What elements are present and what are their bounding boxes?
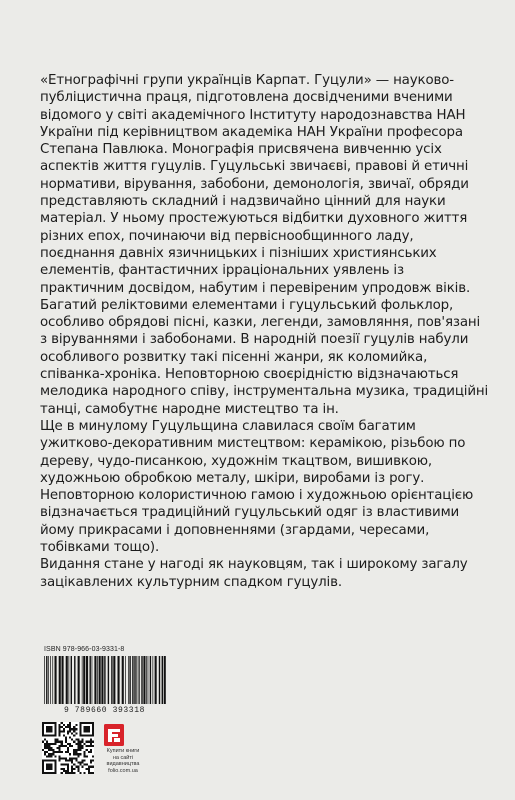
qr-module (59, 724, 61, 726)
qr-module (86, 749, 88, 751)
qr-module (92, 755, 94, 757)
qr-finder-inner (46, 726, 52, 732)
qr-module (65, 726, 67, 728)
qr-module (67, 732, 69, 734)
qr-module (71, 728, 73, 730)
barcode-bar (78, 656, 80, 704)
qr-module (71, 762, 73, 764)
barcode-bar (108, 656, 109, 704)
qr-module (65, 757, 67, 759)
qr-module (61, 745, 63, 747)
barcode-bar (141, 656, 142, 704)
qr-module (84, 764, 86, 766)
barcode-bar (111, 656, 112, 704)
qr-module (59, 751, 61, 753)
qr-module (73, 734, 75, 736)
store-caption (100, 748, 146, 774)
isbn-barcode (42, 656, 167, 704)
qr-module (73, 764, 75, 766)
qr-module (65, 737, 67, 739)
qr-module (67, 759, 69, 761)
barcode-bar (128, 656, 129, 704)
barcode-bar (139, 656, 140, 704)
qr-module (79, 772, 81, 774)
barcode-bar (138, 656, 139, 704)
qr-module (44, 753, 46, 755)
qr-module (65, 772, 67, 774)
qr-finder-inner (84, 726, 90, 732)
qr-module (63, 768, 65, 770)
qr-module (82, 747, 84, 749)
store-caption-line-3: видавництва (106, 761, 140, 768)
qr-module (63, 728, 65, 730)
qr-module (54, 755, 56, 757)
qr-module (67, 730, 69, 732)
qr-module (71, 739, 73, 741)
barcode-bar (86, 656, 88, 704)
qr-module (50, 743, 52, 745)
qr-module (75, 753, 77, 755)
barcode-bar (164, 656, 166, 704)
qr-module (69, 743, 71, 745)
barcode-bar (159, 656, 160, 704)
qr-module (73, 726, 75, 728)
qr-finder-inner (46, 764, 52, 770)
qr-module (52, 743, 54, 745)
qr-module (65, 764, 67, 766)
barcode-bar (44, 656, 45, 704)
qr-module (54, 751, 56, 753)
barcode-bar (66, 656, 68, 704)
qr-module (67, 768, 69, 770)
qr-module (59, 741, 61, 743)
qr-module (77, 762, 79, 764)
qr-module (69, 726, 71, 728)
qr-module (61, 757, 63, 759)
qr-module (67, 772, 69, 774)
qr-module (59, 757, 61, 759)
qr-module (54, 739, 56, 741)
barcode-bar (74, 656, 75, 704)
qr-module (82, 762, 84, 764)
qr-module (67, 724, 69, 726)
qr-module (75, 757, 77, 759)
qr-module (77, 755, 79, 757)
qr-module (63, 730, 65, 732)
qr-module (50, 753, 52, 755)
blurb-paragraph-1: «Етнографічні групи українців Карпат. Гуцули» — науково-публіцистична праця, підготовлена досвідченими вченими відомого у світі академічного Інституту народознавства НАН України під керівництвом академіка НАН України професора Степана Павлюка. Монографія присвячена вивченню усіх аспектів життя гуцулів. Гуцульські звичаєві, правові й етичні нормативи, вірування, забобони, демонологія, звичаї, обряди представляють складний і надзвичайно цінний для науки матеріал. У ньому простежуються відбитки духовного життя різних епох, починаючи від первіснообщинного ладу, поєднання давніх язичницьких і пізніших християнських елементів, фантастичних ірраціональних уявлень із практичним досвідом, набутим і перевіреним упродовж віків. (40, 73, 471, 296)
qr-module (48, 745, 50, 747)
qr-module (77, 770, 79, 772)
qr-module (48, 753, 50, 755)
qr-module (73, 751, 75, 753)
qr-module (86, 755, 88, 757)
qr-module (69, 757, 71, 759)
qr-module (59, 759, 61, 761)
barcode-bar (71, 656, 72, 704)
qr-module (71, 759, 73, 761)
qr-module (90, 749, 92, 751)
qr-module (73, 749, 75, 751)
qr-module (63, 734, 65, 736)
qr-module (84, 743, 86, 745)
qr-module (71, 766, 73, 768)
qr-module (69, 759, 71, 761)
qr-module (65, 745, 67, 747)
barcode-bar (90, 656, 91, 704)
barcode-bar (143, 656, 145, 704)
barcode-bar (50, 656, 51, 704)
qr-module (44, 743, 46, 745)
qr-module (73, 772, 75, 774)
barcode-bar (92, 656, 93, 704)
blurb-paragraph-3: Ще в минулому Гуцульщина славилася своїм багатим ужитково-декоративним мистецтвом: керамікою, різьбою по дереву, чудо-писанкою, художнім ткацтвом, вишивкою, художньою обробкою металу, шкіри, виробами із рогу. Неповторною колористичною гамою і художньою орієнтацією відзначається традиційний гуцульський одяг із властивими йому прикрасами і доповненнями (згардами, чересами, тобівками тощо). (40, 418, 474, 556)
qr-module (59, 749, 61, 751)
qr-module (88, 770, 90, 772)
barcode-bar (146, 656, 147, 704)
qr-module (67, 770, 69, 772)
barcode-bar (55, 656, 57, 704)
qr-module (48, 755, 50, 757)
qr-module (44, 739, 46, 741)
qr-module (65, 770, 67, 772)
qr-module (69, 728, 71, 730)
barcode-bar (82, 656, 83, 704)
qr-module (88, 745, 90, 747)
qr-module (86, 745, 88, 747)
barcode-bar (83, 656, 85, 704)
qr-module (65, 741, 67, 743)
barcode-bar (129, 656, 130, 704)
qr-module (67, 751, 69, 753)
qr-module (79, 741, 81, 743)
qr-module (90, 759, 92, 761)
barcode-bar (132, 656, 133, 704)
barcode-bar (122, 656, 124, 704)
qr-module (73, 730, 75, 732)
qr-module (44, 747, 46, 749)
qr-module (59, 730, 61, 732)
qr-module (57, 739, 59, 741)
qr-module (75, 751, 77, 753)
qr-module (75, 732, 77, 734)
qr-module (82, 745, 84, 747)
barcode-bar (46, 656, 47, 704)
qr-module (57, 751, 59, 753)
qr-module (61, 730, 63, 732)
qr-module (79, 747, 81, 749)
folio-logo-icon (104, 724, 124, 746)
qr-code-icon[interactable] (42, 722, 94, 774)
barcode-bar (155, 656, 157, 704)
barcode-bar (99, 656, 101, 704)
store-url[interactable]: folio.com.ua (108, 767, 138, 774)
barcode-bar (118, 656, 120, 704)
qr-module (79, 745, 81, 747)
qr-module (69, 730, 71, 732)
qr-module (59, 728, 61, 730)
qr-module (57, 741, 59, 743)
qr-module (92, 766, 94, 768)
barcode-bar (150, 656, 151, 704)
barcode-bar (136, 656, 137, 704)
qr-module (63, 757, 65, 759)
back-cover-blurb (40, 72, 490, 591)
qr-module (79, 764, 81, 766)
blurb-paragraph-4: Видання стане у нагоді як науковцям, так і широкому загалу зацікавлених культурним спадком гуцулів. (40, 557, 468, 590)
qr-module (67, 764, 69, 766)
qr-module (82, 766, 84, 768)
qr-module (77, 768, 79, 770)
qr-module (61, 772, 63, 774)
qr-module (46, 751, 48, 753)
qr-module (48, 749, 50, 751)
qr-module (52, 751, 54, 753)
qr-module (65, 751, 67, 753)
qr-module (88, 766, 90, 768)
qr-module (44, 751, 46, 753)
qr-module (75, 766, 77, 768)
qr-module (69, 753, 71, 755)
qr-module (61, 764, 63, 766)
qr-module (46, 755, 48, 757)
isbn-label: ISBN 978-966-03-9331-8 (44, 646, 125, 653)
qr-module (88, 768, 90, 770)
qr-module (75, 749, 77, 751)
qr-module (75, 724, 77, 726)
qr-module (54, 743, 56, 745)
barcode-bar (162, 656, 163, 704)
barcode-bar (134, 656, 135, 704)
blurb-paragraph-2: Багатий реліктовими елементами і гуцульський фольклор, особливо обрядові пісні, казки, легенди, замовляння, пов'язані з віруваннями і забобонами. В народній поезії гуцулів набули особливого розвитку такі пісенні жанри, як коломийка, співанка-хроніка. Неповторною своєрідністю відзначаються мелодика народного співу, інструментальна музика, традиційні танці, самобутнє народне мистецтво та ін. (40, 297, 489, 417)
barcode-bar (101, 656, 103, 704)
qr-module (75, 739, 77, 741)
barcode-bar (59, 656, 61, 704)
qr-module (77, 739, 79, 741)
qr-module (63, 745, 65, 747)
qr-module (77, 741, 79, 743)
qr-module (71, 772, 73, 774)
barcode-bar (69, 656, 70, 704)
qr-module (54, 741, 56, 743)
qr-module (61, 743, 63, 745)
barcode-bar (153, 656, 154, 704)
qr-module (71, 745, 73, 747)
barcode-bar (148, 656, 149, 704)
qr-module (44, 745, 46, 747)
qr-module (71, 732, 73, 734)
qr-module (82, 739, 84, 741)
qr-module (73, 753, 75, 755)
qr-module (77, 745, 79, 747)
qr-module (63, 724, 65, 726)
qr-module (46, 743, 48, 745)
qr-module (79, 753, 81, 755)
qr-module (90, 739, 92, 741)
qr-module (82, 741, 84, 743)
qr-module (69, 737, 71, 739)
qr-module (50, 747, 52, 749)
qr-module (79, 762, 81, 764)
qr-module (90, 766, 92, 768)
barcode-bar (125, 656, 126, 704)
barcode-bar (113, 656, 115, 704)
qr-module (90, 751, 92, 753)
barcode-bar (94, 656, 96, 704)
qr-module (84, 751, 86, 753)
qr-module (59, 745, 61, 747)
qr-module (86, 741, 88, 743)
qr-module (75, 728, 77, 730)
qr-module (90, 743, 92, 745)
barcode-bar (52, 656, 53, 704)
qr-module (61, 751, 63, 753)
qr-module (48, 743, 50, 745)
qr-module (59, 755, 61, 757)
qr-module (67, 766, 69, 768)
qr-module (77, 749, 79, 751)
qr-module (92, 759, 94, 761)
qr-module (75, 759, 77, 761)
qr-module (77, 743, 79, 745)
qr-module (90, 745, 92, 747)
qr-module (63, 764, 65, 766)
qr-module (77, 766, 79, 768)
qr-module (48, 747, 50, 749)
qr-module (67, 749, 69, 751)
qr-module (67, 743, 69, 745)
barcode-bar (97, 656, 98, 704)
qr-module (73, 728, 75, 730)
qr-module (77, 747, 79, 749)
qr-module (59, 732, 61, 734)
qr-module (73, 768, 75, 770)
barcode-digits: 9 789660 393318 (63, 706, 145, 715)
qr-module (42, 741, 44, 743)
qr-module (52, 749, 54, 751)
qr-module (90, 741, 92, 743)
qr-module (42, 749, 44, 751)
qr-module (88, 741, 90, 743)
qr-module (79, 743, 81, 745)
qr-module (67, 747, 69, 749)
qr-module (82, 759, 84, 761)
barcode-bar (104, 656, 105, 704)
qr-module (46, 747, 48, 749)
store-caption-line-1: Купити книги (106, 748, 140, 754)
qr-module (65, 759, 67, 761)
qr-module (61, 722, 63, 724)
qr-module (50, 749, 52, 751)
qr-module (75, 743, 77, 745)
qr-module (90, 772, 92, 774)
qr-module (59, 726, 61, 728)
qr-module (65, 739, 67, 741)
qr-module (88, 772, 90, 774)
store-caption-line-2: на сайті (112, 754, 134, 761)
qr-module (71, 757, 73, 759)
barcode-bar (62, 656, 64, 704)
qr-module (61, 726, 63, 728)
qr-module (92, 741, 94, 743)
qr-module (71, 770, 73, 772)
qr-module (69, 772, 71, 774)
qr-module (84, 755, 86, 757)
qr-module (71, 768, 73, 770)
qr-module (57, 747, 59, 749)
qr-module (77, 753, 79, 755)
qr-module (86, 768, 88, 770)
qr-module (88, 751, 90, 753)
qr-module (63, 770, 65, 772)
qr-module (73, 757, 75, 759)
qr-module (69, 722, 71, 724)
qr-module (90, 762, 92, 764)
qr-module (59, 747, 61, 749)
qr-module (61, 741, 63, 743)
qr-module (84, 759, 86, 761)
qr-module (84, 753, 86, 755)
qr-module (67, 726, 69, 728)
qr-module (69, 724, 71, 726)
qr-module (52, 753, 54, 755)
qr-module (61, 768, 63, 770)
qr-module (86, 764, 88, 766)
qr-module (59, 734, 61, 736)
qr-module (79, 749, 81, 751)
qr-module (73, 741, 75, 743)
qr-module (50, 755, 52, 757)
qr-module (92, 772, 94, 774)
qr-module (92, 745, 94, 747)
barcode-bar (48, 656, 49, 704)
qr-module (84, 772, 86, 774)
qr-module (46, 745, 48, 747)
qr-module (46, 741, 48, 743)
qr-module (69, 745, 71, 747)
